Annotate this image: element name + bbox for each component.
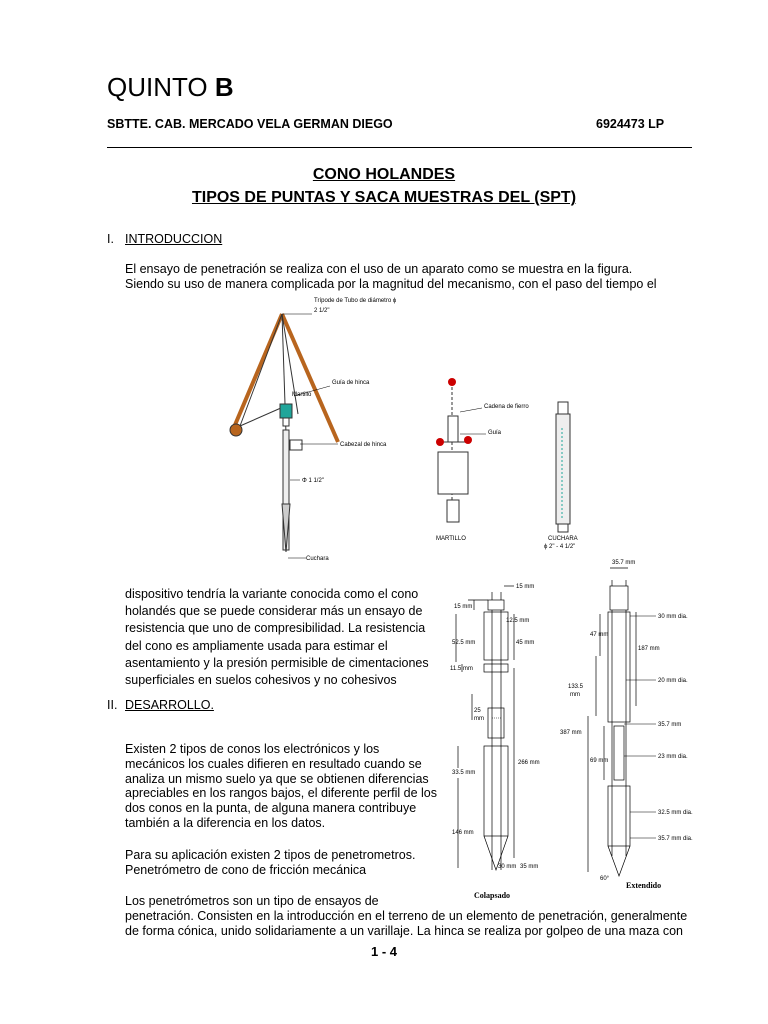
paragraph-line: apreciables en los rangos bajos, el diferente perfil de los [125, 786, 437, 801]
header-rule [107, 147, 692, 148]
dim-15mm-top: 15 mm [516, 584, 535, 590]
intro-line: El ensayo de penetración se realiza con el uso de un aparato como se muestra en la figura. [125, 262, 633, 276]
cuchara-label: Cuchara [306, 556, 329, 562]
dim-133-5: 133.5 [568, 684, 584, 690]
main-heading-line2: TIPOS DE PUNTAS Y SACA MUESTRAS DEL (SPT) [191, 189, 577, 206]
dim-35-7mm-mid: 35.7 mm [658, 722, 682, 728]
martillo-caption: MARTILLO [436, 536, 466, 542]
cone-collapsed-figure [448, 578, 570, 900]
cabezal-label: Cabezal de hinca [340, 442, 387, 448]
main-heading-line1: CONO HOLANDES [312, 166, 456, 183]
paragraph-line: Los penetrómetros son un tipo de ensayos de [125, 894, 379, 908]
paragraph-line: analiza un mismo suelo ya que se obtienen diferencias [125, 771, 429, 786]
dim-25-unit: mm [474, 716, 484, 722]
guia-label: Guía [488, 430, 502, 436]
section-introduccion [107, 232, 222, 246]
author-id: 6924473 LP [596, 117, 665, 131]
paragraph-line: Para su aplicación existen 2 tipos de penetrometros. [125, 848, 416, 862]
tripod-diameter: 2 1/2" [314, 308, 330, 314]
dim-146mm: 146 mm [452, 830, 474, 836]
dim-35mm: 35 mm [520, 864, 539, 870]
final-paragraph-cont [125, 909, 725, 938]
dim-25: 25 [474, 708, 481, 714]
dim-30mm-dia: 30 mm dia. [658, 614, 688, 620]
dim-32-5mm-dia: 32.5 mm dia. [658, 810, 693, 816]
intro-line: Siendo su uso de manera complicada por la magnitud del mecanismo, con el paso del tiempo el [125, 277, 657, 291]
paragraph-line: del cono es ampliamente usada para estimar el [125, 638, 388, 653]
paragraph-line: asentamiento y la presión permisible de cimentaciones [125, 655, 429, 670]
section-number: II. [107, 698, 118, 712]
paragraph-line: superficiales en suelos cohesivos y no cohesivos [125, 673, 397, 688]
section-desarrollo [107, 698, 214, 712]
section-label: DESARROLLO. [125, 698, 214, 712]
dim-15mm: 15 mm [454, 604, 473, 610]
dim-266mm: 266 mm [518, 760, 540, 766]
dim-52-5mm: 52.5 mm [452, 640, 476, 646]
cone-extended-figure [560, 556, 696, 896]
section-number: I. [107, 232, 114, 246]
dim-23mm-dia: 23 mm dia. [658, 754, 688, 760]
hammer-figure [420, 372, 600, 552]
dim-133-5-unit: mm [570, 692, 580, 698]
intro-paragraph [125, 262, 657, 292]
dim-187mm: 187 mm [638, 646, 660, 652]
paragraph-line: penetración. Consisten en la introducción en el terreno de un elemento de penetración, generalmente [125, 909, 688, 923]
cone-paragraph [125, 586, 429, 689]
paragraph-line: de forma cónica, unido solidariamente a un varillaje. La hinca se realiza por golpeo de una maza con [125, 923, 683, 938]
paragraph-line: Existen 2 tipos de conos los electrónicos y los [125, 742, 380, 756]
extended-caption: Extendido [626, 881, 662, 890]
section-label: INTRODUCCION [125, 232, 223, 246]
cuchara-dim: ϕ 2" - 4 1/2" [544, 544, 576, 550]
paragraph-line: dos conos en la punta, de alguna manera contribuye [125, 801, 417, 816]
paragraph-line: mecánicos los cuales difieren en resultado cuando se [125, 756, 422, 771]
author-name: SBTTE. CAB. MERCADO VELA GERMAN DIEGO [107, 117, 393, 131]
cone-angle: 60° [600, 876, 610, 882]
paragraph-line: dispositivo tendría la variante conocida como el cono [125, 587, 419, 601]
final-paragraph [125, 894, 379, 909]
paragraph-line: también a la diferencia en los datos. [125, 815, 326, 830]
collapsed-caption: Colapsado [474, 891, 511, 900]
paragraph-line: holandés que se puede considerar más un ensayo de [125, 604, 423, 619]
cuchara-caption: CUCHARA [548, 536, 578, 542]
dim-69mm: 69 mm [590, 758, 609, 764]
dim-35-7mm-dia: 35.7 mm dia. [658, 836, 693, 842]
dim-30mm: 30 mm [498, 864, 517, 870]
dim-35-7mm-top: 35.7 mm [612, 560, 636, 566]
dim-47mm: 47 mm [590, 632, 609, 638]
paragraph-line: Penetrómetro de cono de fricción mecánica [125, 863, 367, 877]
tripod-figure [220, 294, 420, 574]
martillo-label: Martillo [292, 392, 312, 398]
tipos-paragraph [125, 742, 437, 831]
dim-45mm: 45 mm [516, 640, 535, 646]
tripod-label: Trípode de Tubo de diámetro ϕ [314, 298, 397, 304]
document-title: QUINTO B [107, 72, 234, 102]
dim-387mm: 387 mm [560, 730, 582, 736]
phi-label: Φ 1 1/2" [302, 478, 324, 484]
aplicacion-paragraph [125, 848, 415, 878]
page-number: 1 - 4 [370, 944, 397, 959]
dim-12-5mm: 12.5 mm [506, 618, 530, 624]
paragraph-line: resistencia que uno de compresibilidad. La resistencia [125, 621, 426, 636]
dim-20mm-dia: 20 mm dia. [658, 678, 688, 684]
dim-33-5mm: 33.5 mm [452, 770, 476, 776]
dim-11-5mm: 11.5 mm [450, 666, 473, 672]
cadena-label: Cadena de fierro [484, 404, 529, 410]
guia-hinca-label: Guía de hinca [332, 380, 370, 386]
